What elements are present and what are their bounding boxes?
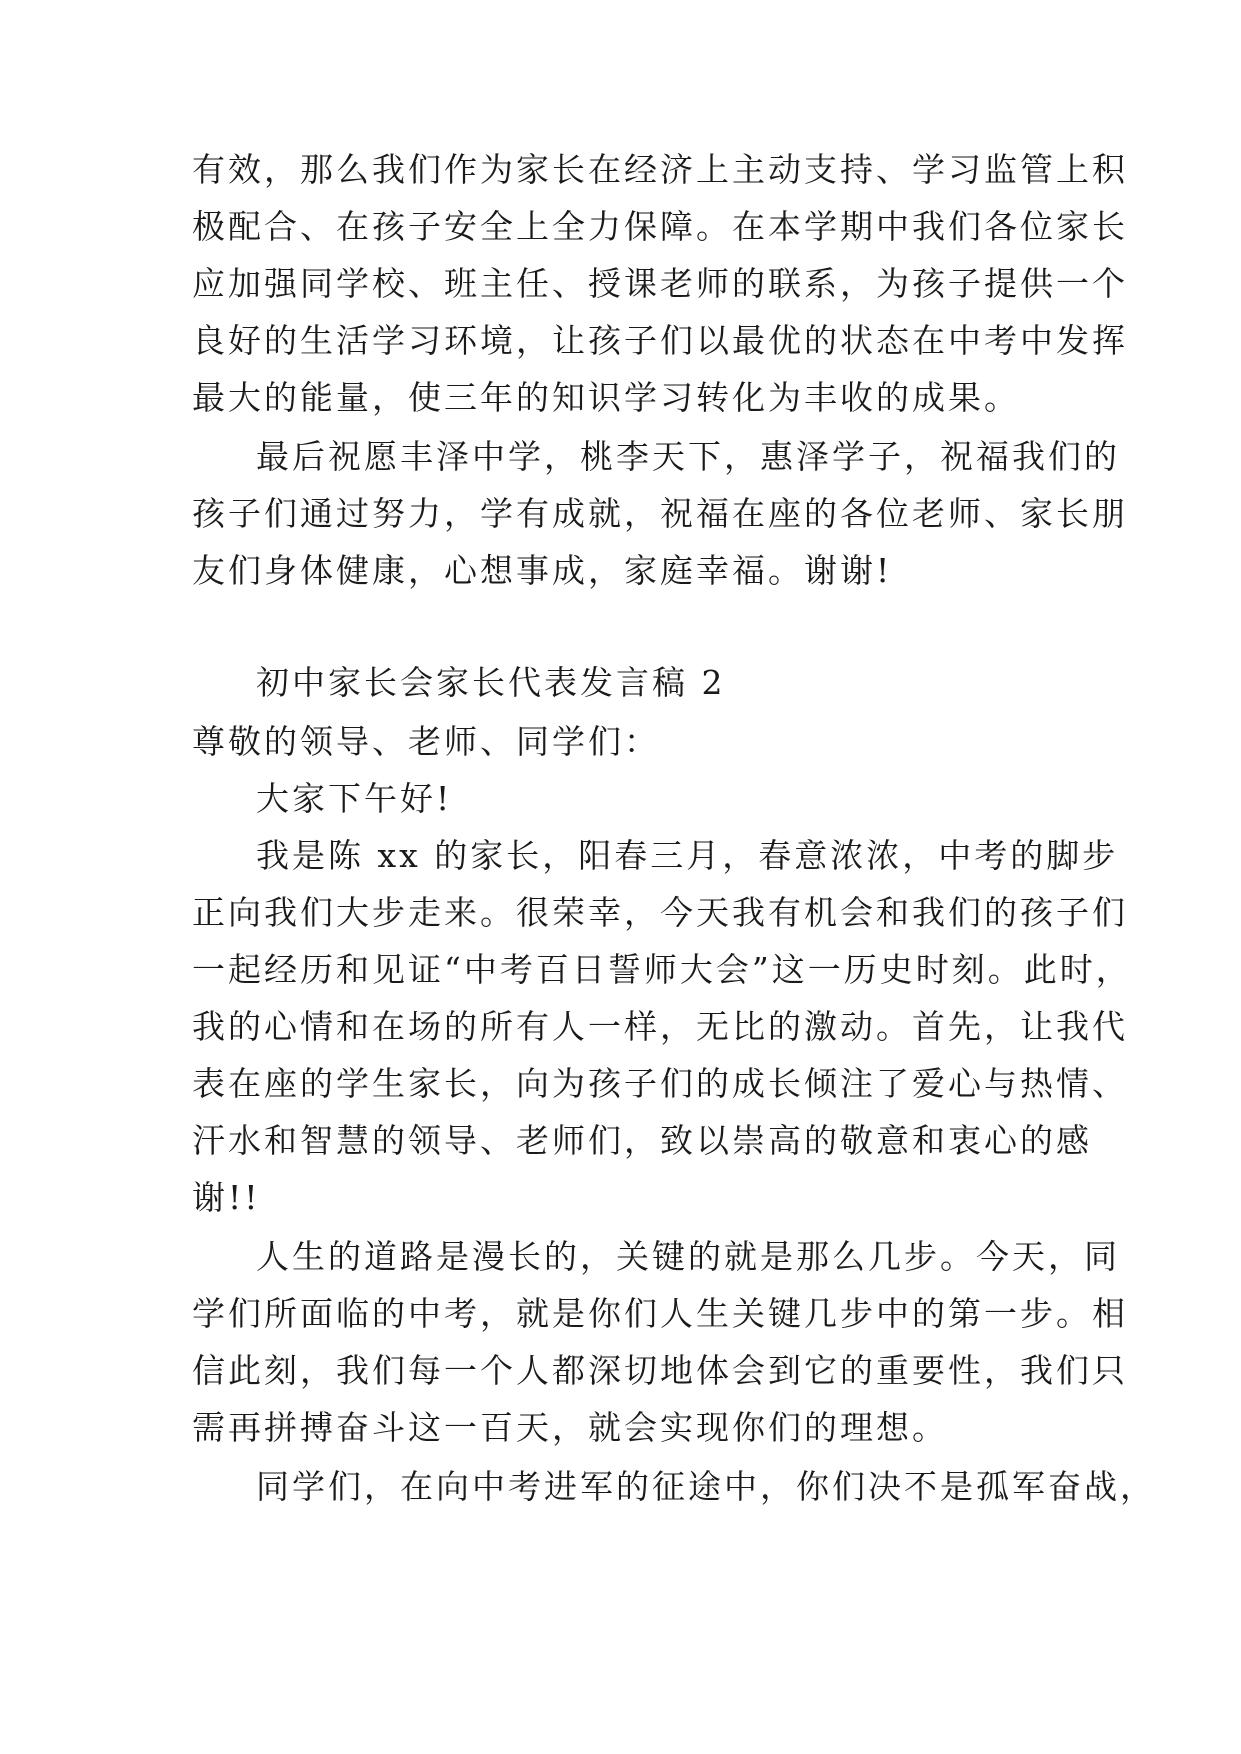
paragraph-line: 谢!! (192, 1178, 261, 1217)
paragraph-line: 人生的道路是漫长的，关键的就是那么几步。今天，同 (256, 1237, 1120, 1276)
paragraph-line: 汗水和智慧的领导、老师们，致以崇高的敬意和衷心的感 (192, 1121, 1092, 1160)
paragraph-line: 孩子们通过努力，学有成就，祝福在座的各位老师、家长朋 (192, 494, 1128, 533)
paragraph-line: 同学们，在向中考进军的征途中，你们决不是孤军奋战， (256, 1467, 1156, 1506)
paragraph-line: 良好的生活学习环境，让孩子们以最优的状态在中考中发挥 (192, 321, 1128, 360)
paragraph-line: 最后祝愿丰泽中学，桃李天下，惠泽学子，祝福我们的 (256, 437, 1120, 476)
paragraph-line: 我是陈 xx 的家长，阳春三月，春意浓浓，中考的脚步 (256, 836, 1119, 875)
paragraph-line: 友们身体健康，心想事成，家庭幸福。谢谢! (192, 551, 893, 590)
paragraph-line: 学们所面临的中考，就是你们人生关键几步中的第一步。相 (192, 1294, 1128, 1333)
section-title: 初中家长会家长代表发言稿 2 (256, 663, 726, 702)
paragraph-line: 需再拼搏奋斗这一百天，就会实现你们的理想。 (192, 1408, 948, 1447)
paragraph-line: 表在座的学生家长，向为孩子们的成长倾注了爱心与热情、 (192, 1064, 1128, 1103)
salutation: 尊敬的领导、老师、同学们： (192, 722, 660, 761)
paragraph-line: 极配合、在孩子安全上全力保障。在本学期中我们各位家长 (192, 207, 1128, 246)
greeting: 大家下午好! (256, 779, 453, 818)
paragraph-line: 最大的能量，使三年的知识学习转化为丰收的成果。 (192, 378, 1020, 417)
paragraph-line: 信此刻，我们每一个人都深切地体会到它的重要性，我们只 (192, 1351, 1128, 1390)
paragraph-line: 正向我们大步走来。很荣幸，今天我有机会和我们的孩子们 (192, 893, 1128, 932)
paragraph-line: 应加强同学校、班主任、授课老师的联系，为孩子提供一个 (192, 264, 1128, 303)
paragraph-line: 一起经历和见证“中考百日誓师大会”这一历史时刻。此时， (192, 950, 1132, 989)
paragraph-line: 有效，那么我们作为家长在经济上主动支持、学习监管上积 (192, 150, 1128, 189)
paragraph-line: 我的心情和在场的所有人一样，无比的激动。首先，让我代 (192, 1007, 1128, 1046)
